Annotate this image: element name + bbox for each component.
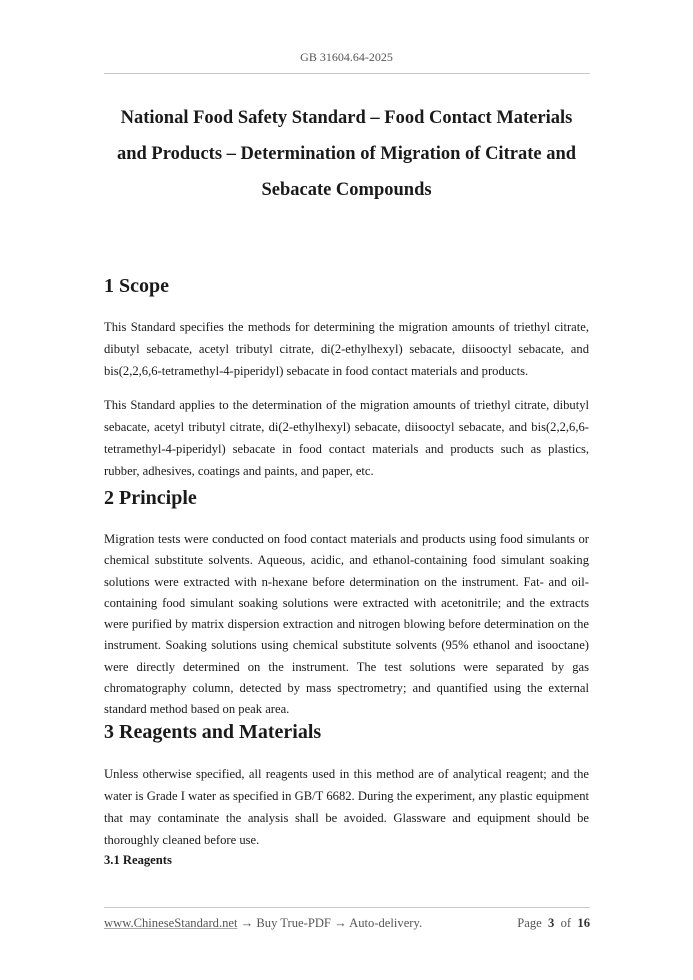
paragraph: This Standard specifies the methods for determining the migration amounts of triethyl citrate, dibutyl sebacate, acetyl tributyl citrate, di(2-ethylhexyl) sebacate, diisooctyl sebacate, and bis(2,2,6,6-tetramethyl-4-piperidyl) sebacate in food contact materials and products. — [104, 320, 589, 378]
footer-promo-text: → Buy True-PDF → Auto-delivery. — [237, 916, 423, 930]
page-indicator: Page 3 of 16 — [517, 916, 590, 930]
title-line: and Products – Determination of Migration of Citrate and — [116, 144, 577, 164]
section-heading-reagents-materials: 3 Reagents and Materials — [104, 721, 322, 743]
paragraph: This Standard applies to the determination of the migration amounts of triethyl citrate, dibutyl sebacate, acetyl tributyl citrate, di(2-ethylhexyl) sebacate, diisooctyl sebacate, and bis(2,2,6,6-tetramethyl-4-piperidyl) sebacate in food contact materials and products such as plastics, rubber, adhesives, coatings and paints, and paper, etc. — [104, 398, 589, 478]
footer-promo — [104, 916, 422, 931]
footer-divider — [104, 907, 590, 908]
document-number-header: GB 31604.64-2025 — [300, 50, 393, 64]
title-line: National Food Safety Standard – Food Contact Materials — [120, 108, 573, 128]
total-pages: 16 — [577, 916, 590, 930]
subsection-heading: 3.1 Reagents — [104, 853, 172, 867]
website-link[interactable]: www.ChineseStandard.net — [104, 916, 238, 930]
header-divider — [104, 73, 590, 74]
title-line: Sebacate Compounds — [261, 180, 432, 200]
current-page: 3 — [548, 916, 555, 930]
paragraph: Unless otherwise specified, all reagents used in this method are of analytical reagent; and the water is Grade I water as specified in GB/T 6682. During the experiment, any plastic equipment that may contaminate the analysis shall be avoided. Glassware and equipment should be thoroughly cleaned before use. — [104, 767, 589, 847]
document-title — [100, 100, 593, 208]
section-heading-scope: 1 Scope — [104, 275, 169, 297]
section-heading-principle: 2 Principle — [104, 487, 197, 509]
footer — [104, 916, 590, 931]
paragraph: Migration tests were conducted on food contact materials and products using food simulants or chemical substitute solvents. Aqueous, acidic, and ethanol-containing food simulant soaking solutions were extracted with n-hexane before determination on the instrument. Fat- and oil-containing food simulant soaking solutions were extracted with acetonitrile; and the extracts were purified by matrix dispersion extraction and nitrogen blowing before determination on the instrument. Soaking solutions using chemical substitute solvents (95% ethanol and isooctane) were directly determined on the instrument. The test solutions were separated by gas chromatography column, detected by mass spectrometry; and quantified using the external standard method based on peak area. — [104, 532, 589, 717]
